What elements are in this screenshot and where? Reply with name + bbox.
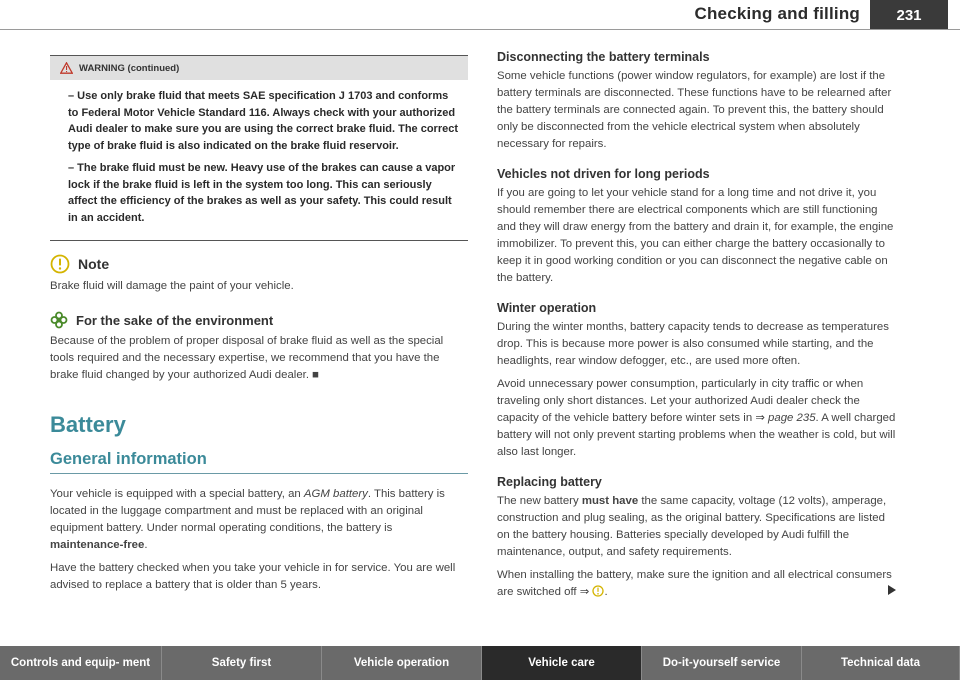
maintenance-free-term: maintenance-free [50, 539, 145, 551]
battery-p1-end: . [144, 539, 148, 551]
winter-text-2 [497, 376, 897, 461]
must-have-term: must have [581, 495, 639, 507]
not-driven-text: If you are going to let your vehicle stand for a long time and not drive it, you should remember there are electrical components which are still functioning and they will draw energy from the battery and drain it, for example, the engine immobilizer. To prevent this, you can either charge the battery occasionally to keep it in good working condition or you can disconnect the negative cable on the battery. [497, 187, 894, 284]
warning-item: – Use only brake fluid that meets SAE specification J 1703 and conforms to Federal Motor Vehicle Standard 116. Always check with your authorized Audi dealer to make sure you are using the correct brake fluid. The correct type of brake fluid is also indicated on the brake fluid reservoir. [68, 90, 459, 152]
header-divider [0, 29, 960, 30]
page-number: 231 [870, 0, 948, 30]
replace-text-1 [497, 493, 897, 561]
tab-technical-data[interactable]: Technical data [802, 646, 960, 680]
battery-p1-text-cont: . This battery is located in the luggage compartment and must be replaced with an original equipment battery. Under normal operating conditions, the battery is [50, 488, 445, 534]
tab-vehicle-operation[interactable]: Vehicle operation [322, 646, 482, 680]
replace-text-1-b: the same capacity, voltage (12 volts), amperage, construction and plug sealing, as the original battery. Specifications are listed on the battery housing. Batteries specially developed by Audi fulfill the maintenance, output, and safety requirements. [497, 495, 887, 558]
page-title: Checking and filling [694, 4, 860, 23]
disconnect-text: Some vehicle functions (power window regulators, for example) are lost if the battery terminals are disconnected. These functions have to be relearned after the battery terminals are connected again. To prevent this, the battery should only be disconnected from the vehicle electrical system when absolutely necessary for repairs. [497, 70, 892, 150]
continue-arrow-icon [887, 584, 897, 602]
tab-vehicle-care[interactable]: Vehicle care [482, 646, 642, 680]
environment-text: Because of the problem of proper disposal of brake fluid as well as the special tools required and the necessary expertise, we recommend that you have the brake fluid changed by your authorized Audi dealer. ■ [50, 335, 444, 381]
general-information-heading: General information [50, 450, 468, 474]
tab-safety-first[interactable]: Safety first [162, 646, 322, 680]
page-reference-link[interactable]: ⇒ page 235 [755, 412, 816, 424]
environment-flower-icon [50, 311, 68, 329]
battery-p1-text: Your vehicle is equipped with a special battery, an [50, 488, 304, 500]
warning-label: WARNING (continued) [79, 62, 180, 74]
battery-paragraph-1 [50, 486, 468, 554]
winter-heading: Winter operation [497, 301, 597, 315]
note-title: Note [78, 256, 110, 272]
warning-triangle-icon [60, 62, 73, 74]
replace-heading: Replacing battery [497, 475, 602, 489]
replace-text-2: When installing the battery, make sure the ignition and all electrical consumers are switched off ⇒ . [497, 567, 897, 601]
replace-text-1-a: The new battery [497, 495, 582, 507]
note-text: Brake fluid will damage the paint of your vehicle. [50, 280, 294, 292]
note-exclamation-icon [50, 254, 70, 274]
warning-box [50, 55, 468, 241]
right-column [497, 50, 897, 607]
environment-heading [50, 311, 468, 329]
tab-do-it-yourself-service[interactable]: Do-it-yourself service [642, 646, 802, 680]
winter-text-2-b: . A well charged battery will not only prevent starting problems when the weather is cold, but will also last longer. [497, 412, 896, 458]
agm-battery-term: AGM battery [303, 488, 368, 500]
warning-header [50, 56, 468, 80]
winter-text-1: During the winter months, battery capacity tends to decrease as temperatures drop. This is because more power is also consumed while starting, and the headlights, rear window defogger, etc., are used more often. [497, 321, 889, 367]
warning-body [50, 80, 468, 240]
tab-controls-and-equipment[interactable]: Controls and equip- ment [0, 646, 162, 680]
footer-nav [0, 646, 960, 680]
winter-text-2-a: Avoid unnecessary power consumption, particularly in city traffic or when traveling only short distances. Let your authorized Audi dealer check the capacity of the vehicle battery before winter sets in [497, 378, 864, 424]
not-driven-heading: Vehicles not driven for long periods [497, 167, 710, 181]
replace-text-2-a: When installing the battery, make sure the ignition and all electrical consumers are switched off ⇒ [497, 569, 892, 598]
note-reference-icon[interactable] [592, 585, 604, 597]
disconnect-heading: Disconnecting the battery terminals [497, 50, 710, 64]
environment-title: For the sake of the environment [76, 312, 274, 328]
left-column [50, 55, 468, 594]
battery-paragraph-2: Have the battery checked when you take your vehicle in for service. You are well advised to replace a battery that is older than 5 years. [50, 562, 456, 591]
battery-heading: Battery [50, 412, 126, 437]
note-heading [50, 254, 468, 274]
warning-item: – The brake fluid must be new. Heavy use of the brakes can cause a vapor lock if the brake fluid is left in the system too long. This can seriously affect the efficiency of the brakes as well as your safety. This could result in an accident. [68, 162, 456, 224]
